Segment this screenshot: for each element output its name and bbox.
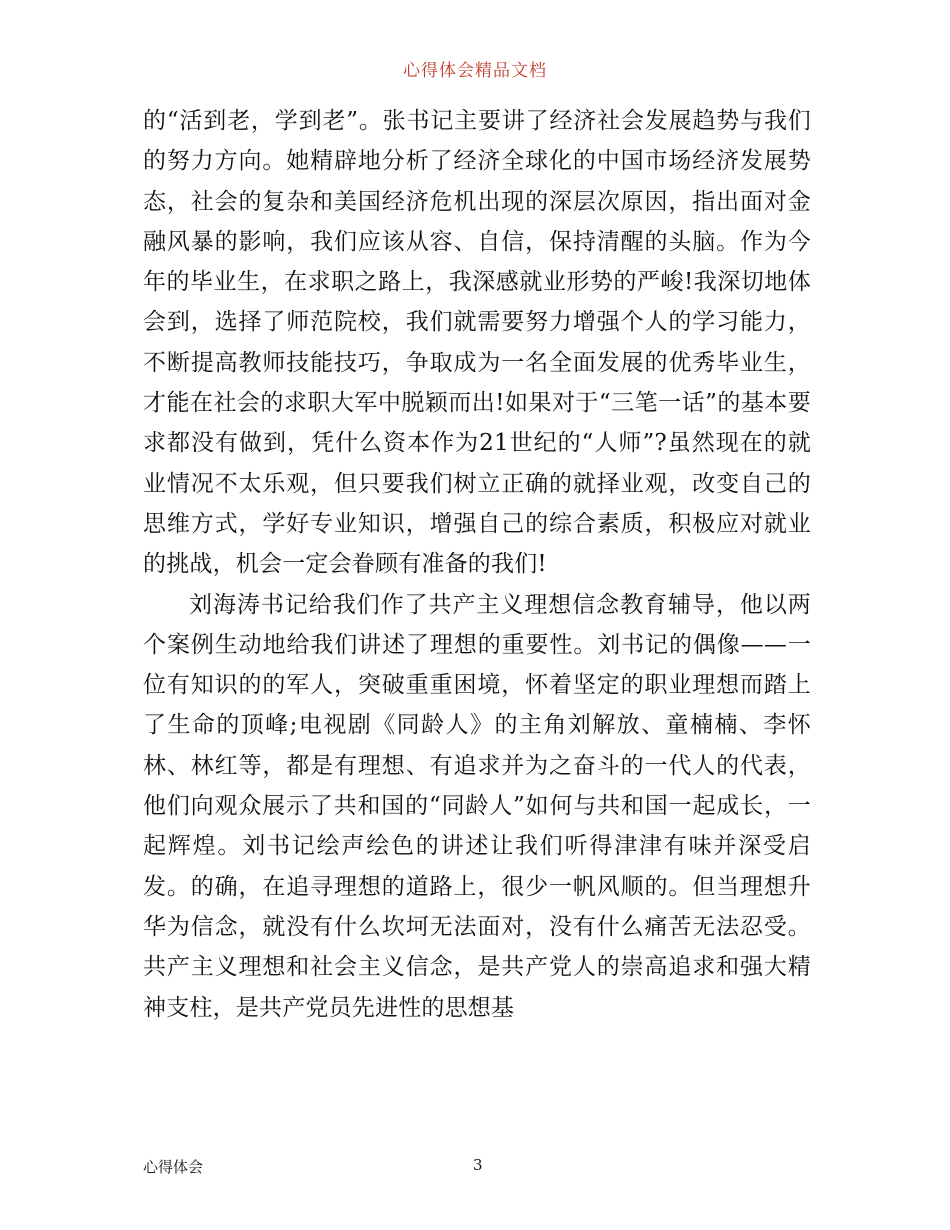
page-footer: [143, 1156, 811, 1178]
page-number: 3: [473, 1156, 483, 1174]
footer-label: 心得体会: [143, 1158, 204, 1176]
document-body: [143, 101, 811, 1028]
paragraph-continuation: 的“活到老，学到老”。张书记主要讲了经济社会发展趋势与我们的努力方向。她精辟地分析了经济全球化的中国市场经济发展势态，社会的复杂和美国经济危机出现的深层次原因，指出面对金融风暴的影响，我们应该从容、自信，保持清醒的头脑。作为今年的毕业生，在求职之路上，我深感就业形势的严峻!我深切地体会到，选择了师范院校，我们就需要努力增强个人的学习能力，不断提高教师技能技巧，争取成为一名全面发展的优秀毕业生，才能在社会的求职大军中脱颖而出!如果对于“三笔一话”的基本要求都没有做到，凭什么资本作为21世纪的“人师”?虽然现在的就业情况不太乐观，但只要我们树立正确的就择业观，改变自己的思维方式，学好专业知识，增强自己的综合素质，积极应对就业的挑战，机会一定会眷顾有准备的我们!: [143, 108, 811, 578]
paragraph: 刘海涛书记给我们作了共产主义理想信念教育辅导，他以两个案例生动地给我们讲述了理想的重要性。刘书记的偶像——一位有知识的的军人，突破重重困境，怀着坚定的职业理想而踏上了生命的顶峰;电视剧《同龄人》的主角刘解放、童楠楠、李怀林、林红等，都是有理想、有追求并为之奋斗的一代人的代表，他们向观众展示了共和国的“同龄人”如何与共和国一起成长，一起辉煌。刘书记绘声绘色的讲述让我们听得津津有味并深受启发。的确，在追寻理想的道路上，很少一帆风顺的。但当理想升华为信念，就没有什么坎坷无法面对，没有什么痛苦无法忍受。共产主义理想和社会主义信念，是共产党人的崇高追求和强大精神支柱，是共产党员先进性的思想基: [143, 591, 811, 1021]
page-header: 心得体会精品文档: [403, 61, 547, 81]
